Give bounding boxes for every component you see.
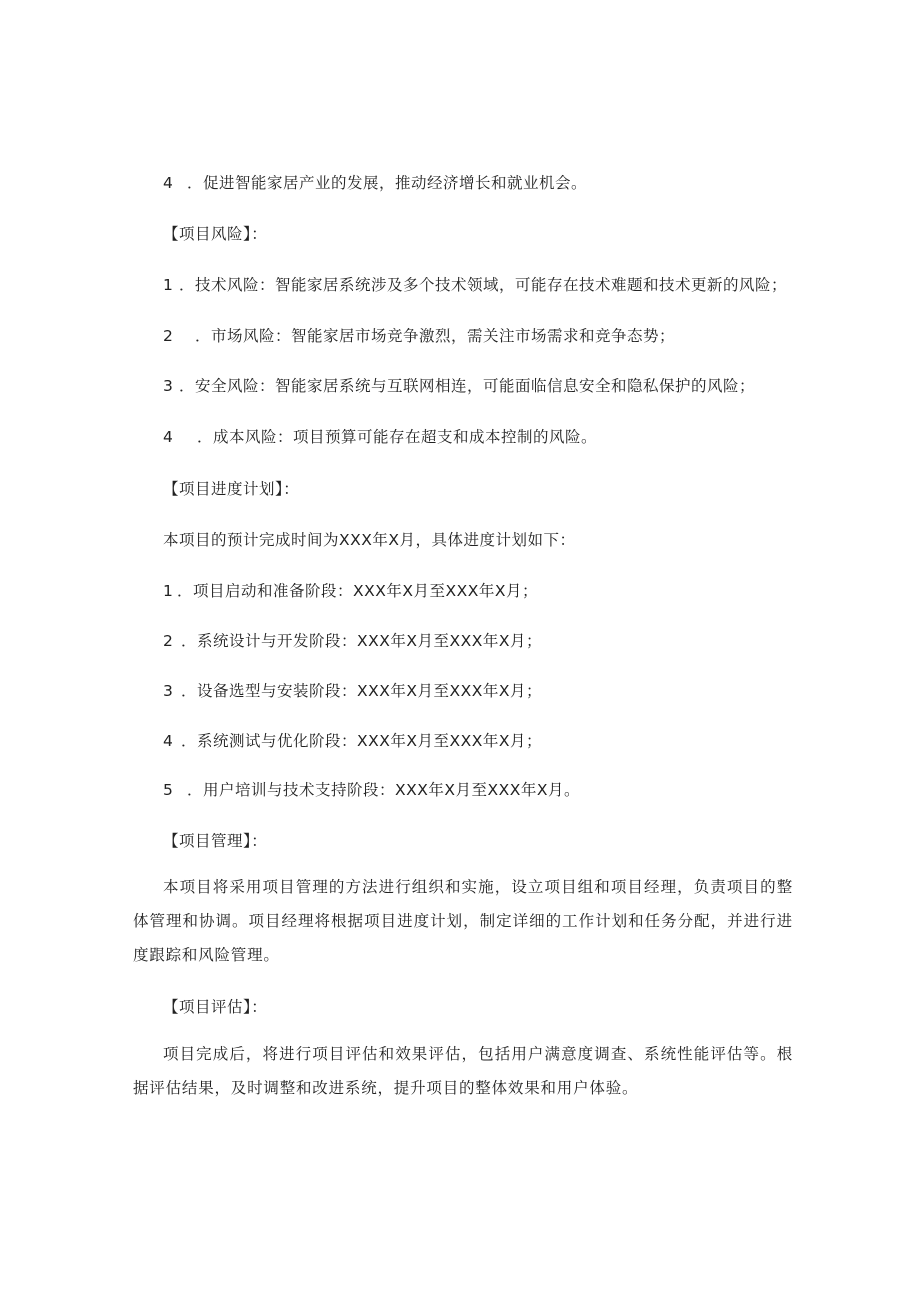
list-text: ．成本风险：项目预算可能存在超支和成本控制的风险。 (197, 428, 598, 446)
list-text: ．用户培训与技术支持阶段：XXX年X月至XXX年X月。 (187, 781, 580, 799)
schedule-intro: 本项目的预计完成时间为XXX年X月，具体进度计划如下： (163, 531, 576, 549)
risk-item-3 (163, 375, 755, 397)
benefit-item-4 (163, 172, 587, 194)
evaluation-paragraph: 项目完成后，将进行项目评估和效果评估，包括用户满意度调查、系统性能评估等。根据评估结果，及时调整和改进系统，提升项目的整体效果和用户体验。 (133, 1045, 793, 1097)
risk-item-2 (163, 325, 675, 347)
list-number: 1 (163, 276, 174, 294)
list-text: ．系统测试与优化阶段：XXX年X月至XXX年X月； (181, 732, 542, 750)
list-number: 4 (163, 174, 174, 192)
list-number: 5 (163, 781, 174, 799)
list-text: ．安全风险：智能家居系统与互联网相连，可能面临信息安全和隐私保护的风险； (179, 377, 756, 395)
list-text: ．市场风险：智能家居市场竞争激烈，需关注市场需求和竞争态势； (195, 327, 676, 345)
risk-item-1 (163, 274, 787, 296)
schedule-item-1 (163, 580, 538, 602)
list-text: ．促进智能家居产业的发展，推动经济增长和就业机会。 (187, 174, 588, 192)
risk-item-4 (163, 426, 597, 448)
list-number: 1 (163, 582, 174, 600)
schedule-item-3 (163, 680, 542, 702)
list-text: ．设备选型与安装阶段：XXX年X月至XXX年X月； (181, 682, 542, 700)
list-number: 4 (163, 732, 174, 750)
section-heading-risks: 【项目风险】： (163, 225, 268, 243)
section-heading-management: 【项目管理】： (163, 832, 268, 850)
list-number: 3 (163, 682, 174, 700)
list-number: 3 (163, 377, 174, 395)
section-heading-evaluation: 【项目评估】： (163, 998, 268, 1016)
list-number: 2 (163, 632, 174, 650)
schedule-item-5 (163, 779, 580, 801)
list-text: ．技术风险：智能家居系统涉及多个技术领域，可能存在技术难题和技术更新的风险； (179, 276, 788, 294)
list-number: 2 (163, 327, 174, 345)
list-number: 4 (163, 428, 174, 446)
management-paragraph: 本项目将采用项目管理的方法进行组织和实施，设立项目组和项目经理，负责项目的整体管理和协调。项目经理将根据项目进度计划，制定详细的工作计划和任务分配，并进行进度跟踪和风险管理。 (133, 878, 793, 964)
schedule-item-2 (163, 630, 542, 652)
schedule-item-4 (163, 730, 542, 752)
section-heading-schedule: 【项目进度计划】： (163, 480, 300, 498)
list-text: ．系统设计与开发阶段：XXX年X月至XXX年X月； (181, 632, 542, 650)
list-text: ．项目启动和准备阶段：XXX年X月至XXX年X月； (177, 582, 538, 600)
